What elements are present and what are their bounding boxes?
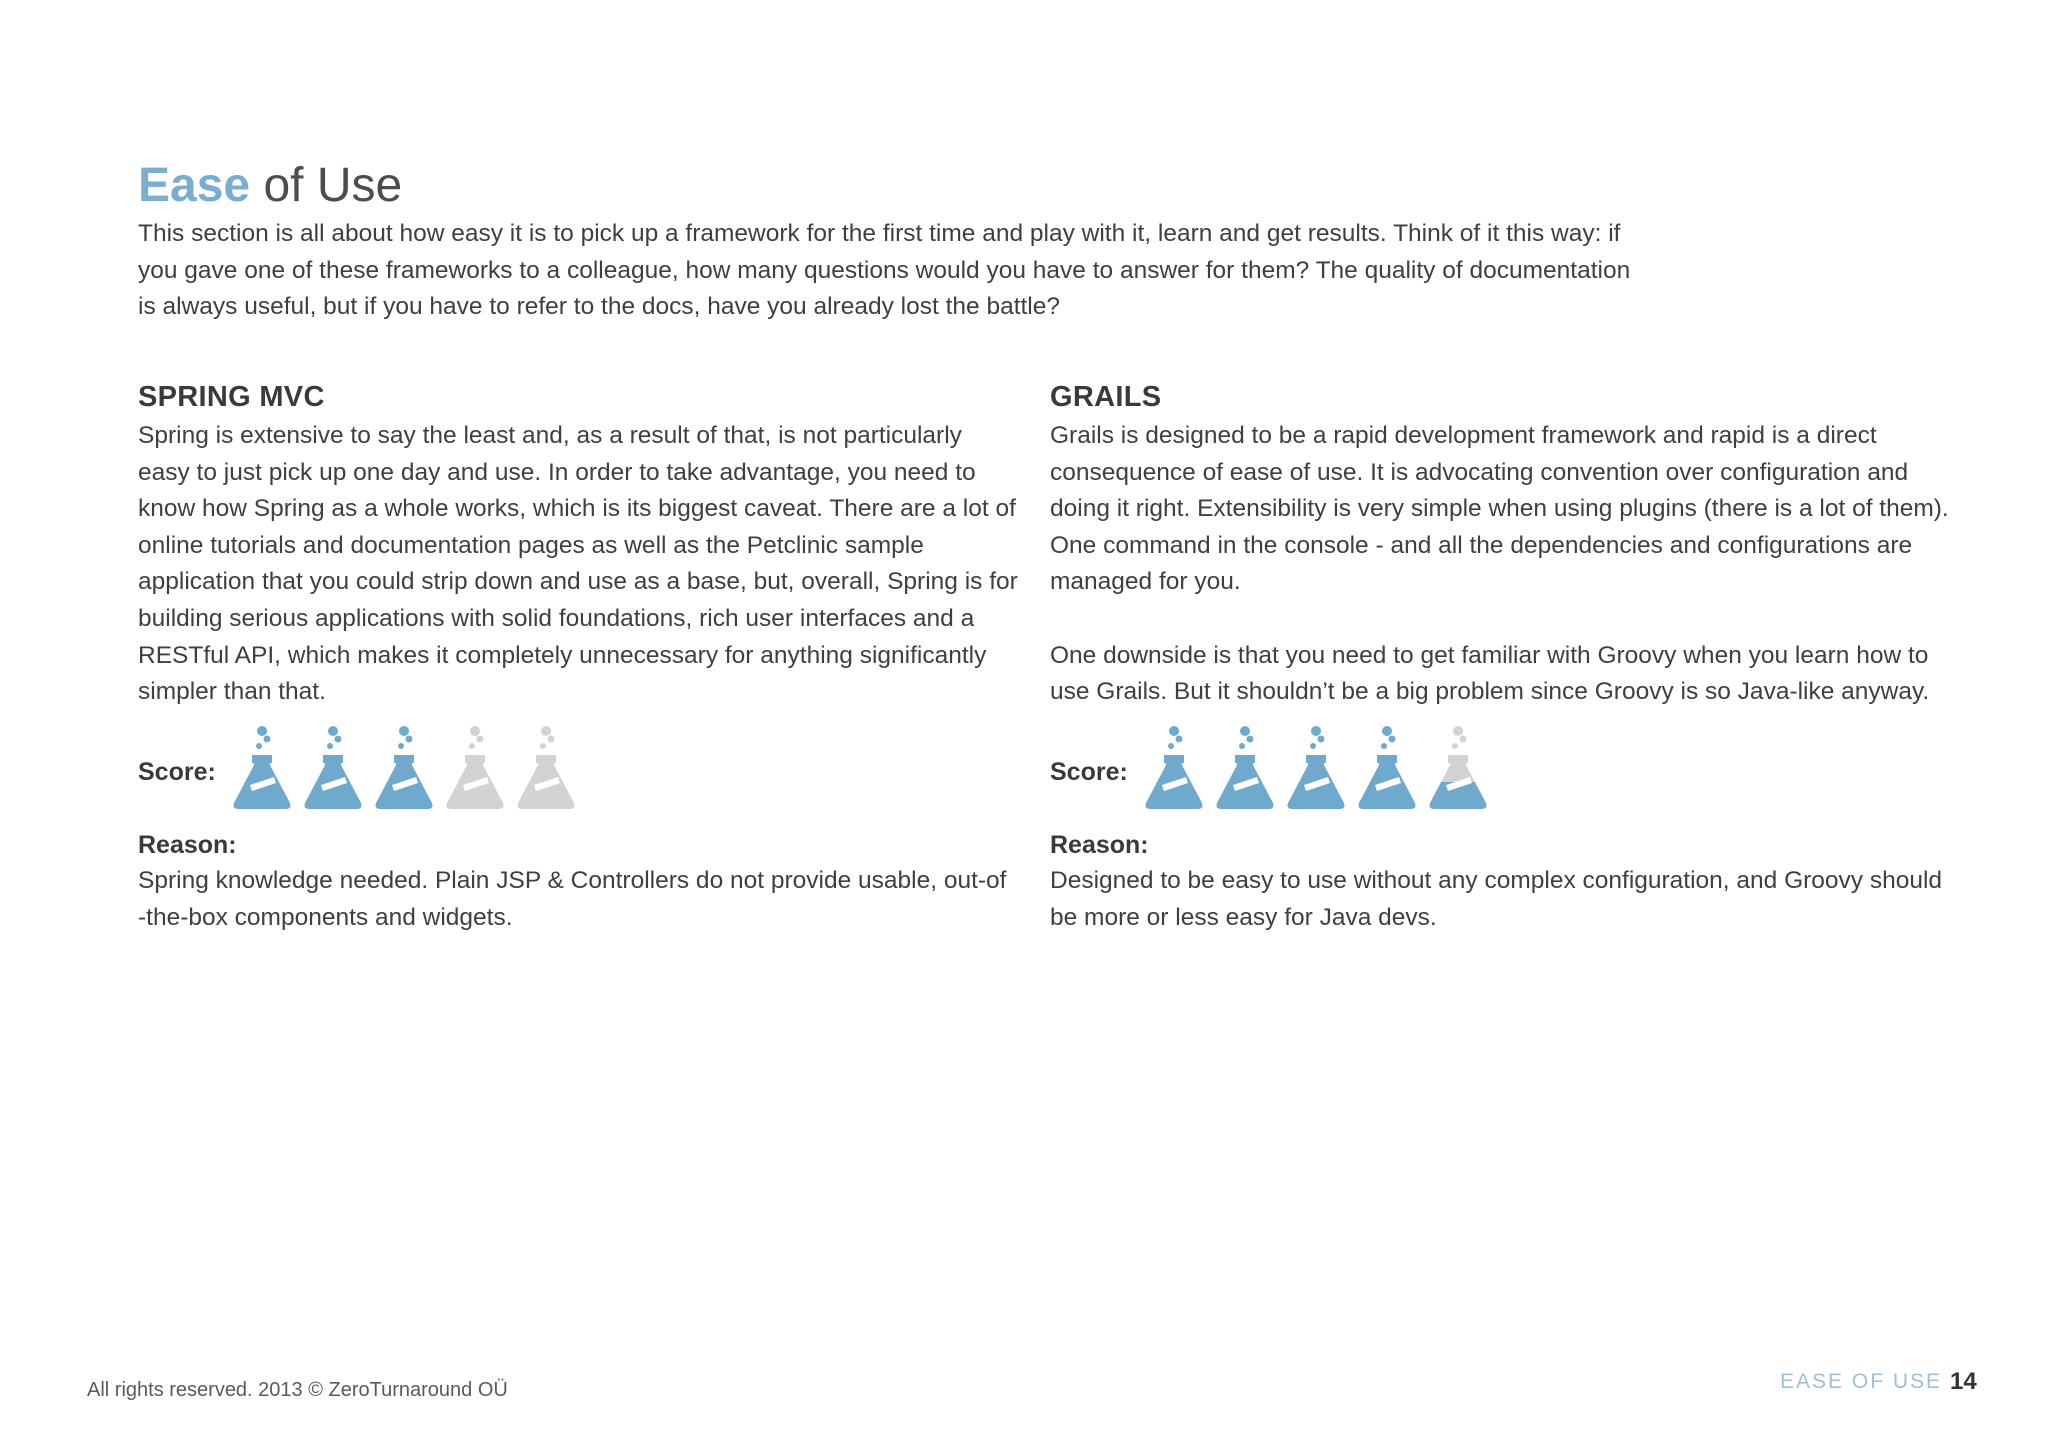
flask-bubble [1317, 735, 1324, 742]
flask-bubble [1169, 726, 1179, 736]
flask-score-icon [1426, 725, 1490, 811]
flask-bubble [405, 735, 412, 742]
flask-bubble [1459, 735, 1466, 742]
flask-bubble [1388, 735, 1395, 742]
grails-body-2: One downside is that you need to get familiar with Groovy when you learn how to use Grails. But it shouldn’t be a big problem since Groovy is so Java-like anyway. [1050, 641, 1930, 706]
flask-bubble [1168, 743, 1174, 749]
flask-bubble [469, 743, 475, 749]
flask-bubble [541, 726, 551, 736]
page-title-rest: of Use [250, 159, 403, 212]
flask-bubble [1175, 735, 1182, 742]
grails-score-flasks [1142, 725, 1497, 811]
flask-score-icon [1213, 725, 1277, 811]
spring-score-label: Score: [138, 758, 216, 787]
spring-body: Spring is extensive to say the least and, as a result of that, is not particularly easy to just pick up one day and use. In order to take advantage, you need to know how Spring as a whole works, which is its biggest caveat. There are a lot of online tutorials and documentation pages as well as the Petclinic sample application that you could strip down and use as a base, but, overall, Spring is for building serious applications with solid foundations, rich user interfaces and a RESTful API, which makes it completely unnecessary for anything significantly simpler than that. [138, 422, 1018, 706]
spring-score-row [138, 725, 1018, 811]
flask-score-icon [443, 725, 507, 811]
flask-score-icon [372, 725, 436, 811]
flask-bubble [540, 743, 546, 749]
flask-bubble [1311, 726, 1321, 736]
intro-paragraph: This section is all about how easy it is to pick up a framework for the first time and play with it, learn and get results. Think of it this way: if you gave one of these frameworks to a colleague, how many questions would you have to answer for them? The quality of documentation is always useful, but if you have to refer to the docs, have you already lost the battle? [138, 220, 1631, 321]
page-title-accent: Ease [138, 159, 251, 212]
spring-heading: SPRING MVC [138, 381, 325, 413]
flask-bubble [1310, 743, 1316, 749]
page-number: 14 [1950, 1368, 1977, 1395]
flask-bubble [256, 743, 262, 749]
flask-bubble [257, 726, 267, 736]
flask-bubble [328, 726, 338, 736]
grails-score-row [1050, 725, 1950, 811]
flask-bubble [1452, 743, 1458, 749]
flask-bubble [1453, 726, 1463, 736]
footer-section-name: EASE OF USE [1780, 1370, 1943, 1393]
grails-score-label: Score: [1050, 758, 1128, 787]
flask-bubble [399, 726, 409, 736]
spring-score-flasks [230, 725, 585, 811]
flask-bubble [1246, 735, 1253, 742]
grails-reason: Designed to be easy to use without any complex configuration, and Groovy should be more or less easy for Java devs. [1050, 867, 1943, 931]
flask-score-icon [1355, 725, 1419, 811]
grails-heading: GRAILS [1050, 381, 1162, 413]
flask-score-icon [514, 725, 578, 811]
spring-reason: Spring knowledge needed. Plain JSP & Controllers do not provide usable, out-of -the-box components and widgets. [138, 867, 1007, 931]
grails-reason-label: Reason: [1050, 830, 1149, 859]
flask-score-icon [301, 725, 365, 811]
flask-bubble [1382, 726, 1392, 736]
page-title [138, 158, 402, 214]
flask-score-icon [230, 725, 294, 811]
flask-bubble [334, 735, 341, 742]
grails-section [1050, 376, 1950, 937]
flask-bubble [476, 735, 483, 742]
flask-bubble [470, 726, 480, 736]
footer-copyright: All rights reserved. 2013 © ZeroTurnaround OÜ [87, 1379, 508, 1401]
flask-bubble [263, 735, 270, 742]
flask-bubble [398, 743, 404, 749]
flask-bubble [1239, 743, 1245, 749]
flask-bubble [327, 743, 333, 749]
paragraph-spacer [1050, 601, 1950, 638]
flask-bubble [547, 735, 554, 742]
grails-body-1: Grails is designed to be a rapid development framework and rapid is a direct consequence of ease of use. It is advocating convention over configuration and doing it right. Extensibility is very simple when using plugins (there is a lot of them). One command in the console - and all the dependencies and configurations are managed for you. [1050, 422, 1949, 596]
flask-bubble [1240, 726, 1250, 736]
spring-reason-label: Reason: [138, 830, 237, 859]
spring-mvc-section [138, 376, 1018, 937]
flask-bubble [1381, 743, 1387, 749]
flask-score-icon [1284, 725, 1348, 811]
flask-score-icon [1142, 725, 1206, 811]
